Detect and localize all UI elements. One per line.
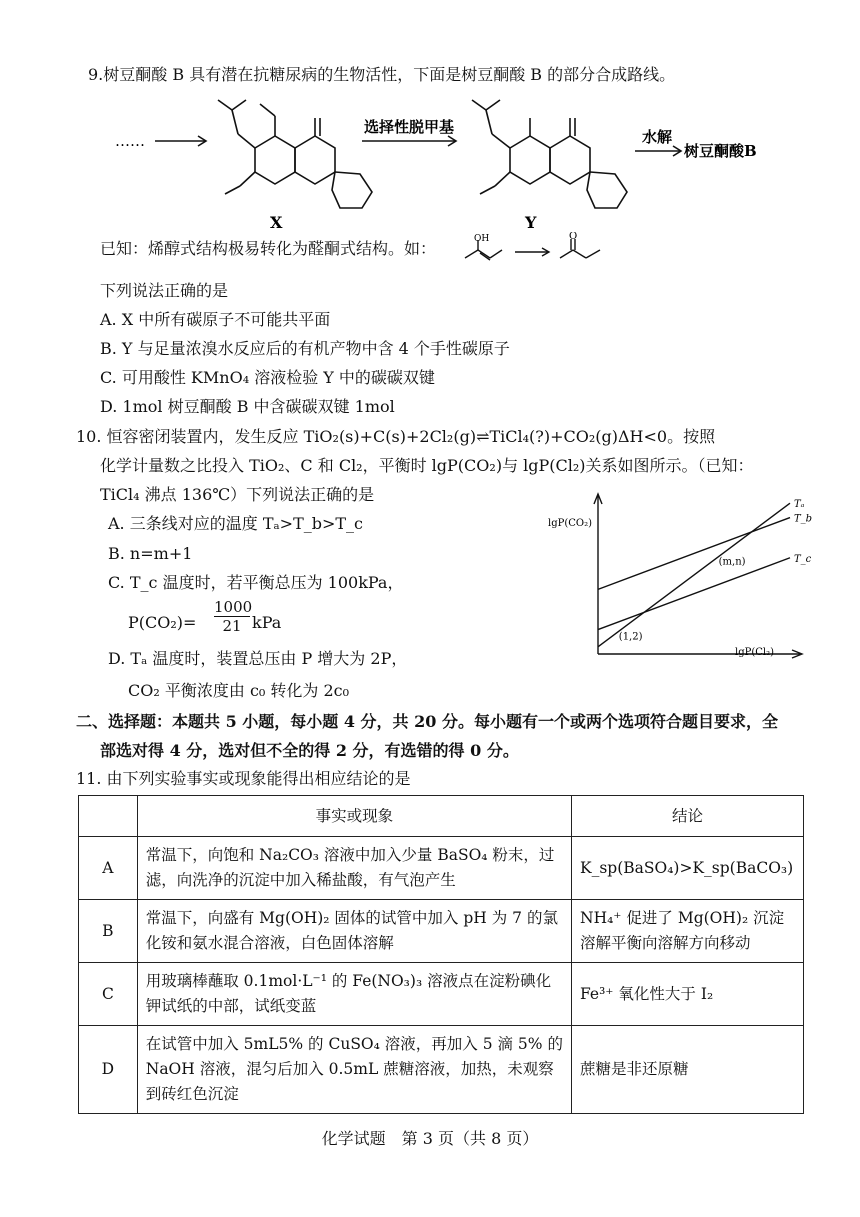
synthesis-route bbox=[100, 96, 800, 236]
fraction-denominator: 21 bbox=[222, 617, 242, 635]
fraction-unit: kPa bbox=[252, 613, 282, 632]
q10-option-c-pco2: P(CO₂)= bbox=[128, 613, 197, 632]
q9-option-a: A. X 中所有碳原子不可能共平面 bbox=[100, 310, 331, 329]
q9-stem: 9.树豆酮酸 B 具有潜在抗糖尿病的生物活性，下面是树豆酮酸 B 的部分合成路线。 bbox=[88, 65, 676, 84]
row-fact: 用玻璃棒蘸取 0.1mol·L⁻¹ 的 Fe(NO₃)₃ 溶液点在淀粉碘化钾试纸的中部，试纸变蓝 bbox=[137, 963, 571, 1026]
fraction-numerator: 1000 bbox=[214, 598, 253, 616]
lgp-chart bbox=[540, 482, 820, 672]
row-conclusion: K_sp(BaSO₄)>K_sp(BaCO₃) bbox=[572, 837, 804, 900]
section2-line1: 二、选择题：本题共 5 小题，每小题 4 分，共 20 分。每小题有一个或两个选项符合题目要求，全 bbox=[76, 712, 778, 731]
table-header-row bbox=[79, 796, 804, 837]
oh-label: OH bbox=[474, 234, 490, 244]
arrow1-label: 选择性脱甲基 bbox=[364, 118, 455, 136]
row-fact: 在试管中加入 5mL5% 的 CuSO₄ 溶液，再加入 5 滴 5% 的 NaOH 溶液，混匀后加入 0.5mL 蔗糖溶液，加热，未观察到砖红色沉淀 bbox=[137, 1026, 571, 1114]
row-conclusion: Fe³⁺ 氧化性大于 I₂ bbox=[572, 963, 804, 1026]
label-x: X bbox=[270, 213, 283, 232]
q10-option-b: B. n=m+1 bbox=[108, 544, 193, 563]
arrow2-label: 水解 bbox=[642, 128, 673, 146]
table-header-conclusion: 结论 bbox=[572, 796, 804, 837]
dots: …… bbox=[115, 132, 145, 150]
fraction bbox=[214, 598, 253, 635]
row-key: C bbox=[79, 963, 138, 1026]
series-line-0 bbox=[598, 503, 790, 647]
table-row bbox=[79, 837, 804, 900]
series-label-0: Tₐ bbox=[794, 499, 805, 511]
label-y: Y bbox=[525, 213, 537, 232]
enol-keto-example bbox=[460, 232, 610, 266]
q10-option-d-line2: CO₂ 平衡浓度由 c₀ 转化为 2c₀ bbox=[128, 681, 350, 700]
point-label-1: (m,n) bbox=[718, 556, 746, 568]
page-footer: 化学试题 第 3 页（共 8 页） bbox=[321, 1129, 539, 1148]
row-conclusion: 蔗糖是非还原糖 bbox=[572, 1026, 804, 1114]
q10-line1: 10. 恒容密闭装置内，发生反应 TiO₂(s)+C(s)+2Cl₂(g)⇌TiCl₄(?)+CO₂(g)ΔH<0。按照 bbox=[76, 427, 716, 446]
q9-known: 已知：烯醇式结构极易转化为醛酮式结构。如： bbox=[100, 239, 437, 258]
product-name: 树豆酮酸B bbox=[684, 142, 757, 160]
row-key: D bbox=[79, 1026, 138, 1114]
table-row bbox=[79, 1026, 804, 1114]
section2-line2: 部选对得 4 分，选对但不全的得 2 分，有选错的得 0 分。 bbox=[100, 741, 519, 760]
table-header-key bbox=[79, 796, 138, 837]
q9-ask: 下列说法正确的是 bbox=[100, 281, 229, 300]
q9-option-b: B. Y 与足量浓溴水反应后的有机产物中含 4 个手性碳原子 bbox=[100, 339, 510, 358]
q9-option-d: D. 1mol 树豆酮酸 B 中含碳碳双键 1mol bbox=[100, 397, 395, 416]
series-label-2: T_c bbox=[794, 553, 812, 565]
row-key: A bbox=[79, 837, 138, 900]
q10-line2: 化学计量数之比投入 TiO₂、C 和 Cl₂，平衡时 lgP(CO₂)与 lgP(Cl₂)关系如图所示。（已知： bbox=[100, 456, 754, 475]
table-header-fact: 事实或现象 bbox=[137, 796, 571, 837]
row-fact: 常温下，向饱和 Na₂CO₃ 溶液中加入少量 BaSO₄ 粉末，过滤，向洗净的沉淀中加入稀盐酸，有气泡产生 bbox=[137, 837, 571, 900]
q10-option-a: A. 三条线对应的温度 Tₐ>T_b>T_c bbox=[108, 514, 364, 533]
x-axis-label: lgP(Cl₂) bbox=[735, 647, 774, 658]
row-conclusion: NH₄⁺ 促进了 Mg(OH)₂ 沉淀溶解平衡向溶解方向移动 bbox=[572, 900, 804, 963]
table-row bbox=[79, 900, 804, 963]
q10-line3: TiCl₄ 沸点 136℃）下列说法正确的是 bbox=[100, 485, 375, 504]
series-line-2 bbox=[598, 558, 790, 630]
q10-option-c: C. T_c 温度时，若平衡总压为 100kPa， bbox=[108, 573, 404, 592]
q11-stem: 11. 由下列实验事实或现象能得出相应结论的是 bbox=[76, 769, 411, 788]
experiment-table bbox=[78, 795, 804, 1114]
row-key: B bbox=[79, 900, 138, 963]
row-fact: 常温下，向盛有 Mg(OH)₂ 固体的试管中加入 pH 为 7 的氯化铵和氨水混合溶液，白色固体溶解 bbox=[137, 900, 571, 963]
o-label: O bbox=[569, 232, 578, 242]
series-label-1: T_b bbox=[794, 513, 813, 525]
q10-option-d: D. Tₐ 温度时，装置总压由 P 增大为 2P， bbox=[108, 649, 408, 668]
y-axis-label: lgP(CO₂) bbox=[548, 518, 592, 529]
table-row bbox=[79, 963, 804, 1026]
q9-option-c: C. 可用酸性 KMnO₄ 溶液检验 Y 中的碳碳双键 bbox=[100, 368, 435, 387]
series-line-1 bbox=[598, 518, 790, 590]
point-label-0: (1,2) bbox=[618, 631, 643, 643]
